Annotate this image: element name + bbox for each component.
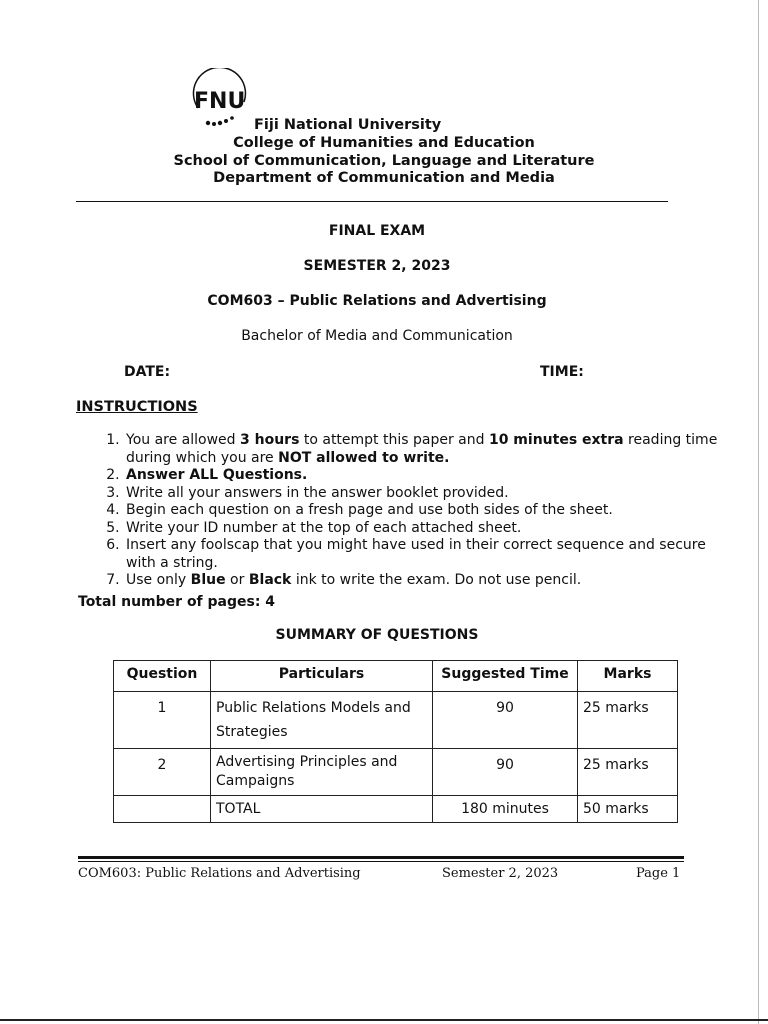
question-time: 90 xyxy=(433,692,578,749)
svg-text:FNU: FNU xyxy=(194,89,246,114)
university-name: Fiji National University xyxy=(254,117,442,133)
course-title: COM603 – Public Relations and Advertising xyxy=(207,293,547,309)
header-divider xyxy=(76,201,668,202)
question-number: 1 xyxy=(114,692,211,749)
footer-page-number: Page 1 xyxy=(636,866,681,881)
footer-divider-thin xyxy=(78,861,684,862)
table-header-row xyxy=(114,661,678,692)
total-marks: 50 marks xyxy=(578,796,678,823)
fnu-logo xyxy=(186,68,256,130)
exam-title: FINAL EXAM xyxy=(328,223,426,239)
programme-name: Bachelor of Media and Communication xyxy=(241,328,513,344)
date-label: DATE: xyxy=(124,364,171,380)
instruction-item: 3. Write all your answers in the answer booklet provided. xyxy=(124,485,724,503)
department-name: Department of Communication and Media xyxy=(213,170,555,186)
summary-table xyxy=(113,660,678,823)
instruction-item: 2. Answer ALL Questions. xyxy=(124,467,724,485)
instruction-item: 6. Insert any foolscap that you might have used in their correct sequence and secure with a string. xyxy=(124,537,724,572)
question-marks: 25 marks xyxy=(578,692,678,749)
exam-semester: SEMESTER 2, 2023 xyxy=(303,258,451,274)
header-question: Question xyxy=(114,661,211,692)
question-number xyxy=(114,796,211,823)
total-pages: Total number of pages: 4 xyxy=(78,594,276,610)
scan-edge-line xyxy=(0,1019,768,1021)
instruction-item: 4. Begin each question on a fresh page and use both sides of the sheet. xyxy=(124,502,724,520)
footer-divider xyxy=(78,856,684,859)
header-particulars: Particulars xyxy=(211,661,433,692)
instruction-item: 1. You are allowed 3 hours to attempt this paper and 10 minutes extra reading time during which you are NOT allowed to write. xyxy=(124,432,724,467)
total-label: TOTAL xyxy=(211,796,433,823)
question-particulars: Advertising Principles and Campaigns xyxy=(211,749,433,796)
question-number: 2 xyxy=(114,749,211,796)
question-particulars: Public Relations Models and Strategies xyxy=(211,692,433,749)
table-row-total xyxy=(114,796,678,823)
instructions-list xyxy=(80,432,724,590)
school-name: School of Communication, Language and Literature xyxy=(173,153,595,169)
instruction-item: 5. Write your ID number at the top of each attached sheet. xyxy=(124,520,724,538)
instruction-item: 7. Use only Blue or Black ink to write the exam. Do not use pencil. xyxy=(124,572,724,590)
total-time: 180 minutes xyxy=(433,796,578,823)
header-suggested-time: Suggested Time xyxy=(433,661,578,692)
question-time: 90 xyxy=(433,749,578,796)
question-marks: 25 marks xyxy=(578,749,678,796)
footer-course: COM603: Public Relations and Advertising xyxy=(78,866,361,881)
time-label: TIME: xyxy=(540,364,584,380)
table-row xyxy=(114,692,678,749)
college-name: College of Humanities and Education xyxy=(233,135,535,151)
instructions-heading: INSTRUCTIONS xyxy=(76,399,198,415)
summary-heading: SUMMARY OF QUESTIONS xyxy=(275,627,479,643)
table-row xyxy=(114,749,678,796)
footer-semester: Semester 2, 2023 xyxy=(442,866,559,881)
header-marks: Marks xyxy=(578,661,678,692)
